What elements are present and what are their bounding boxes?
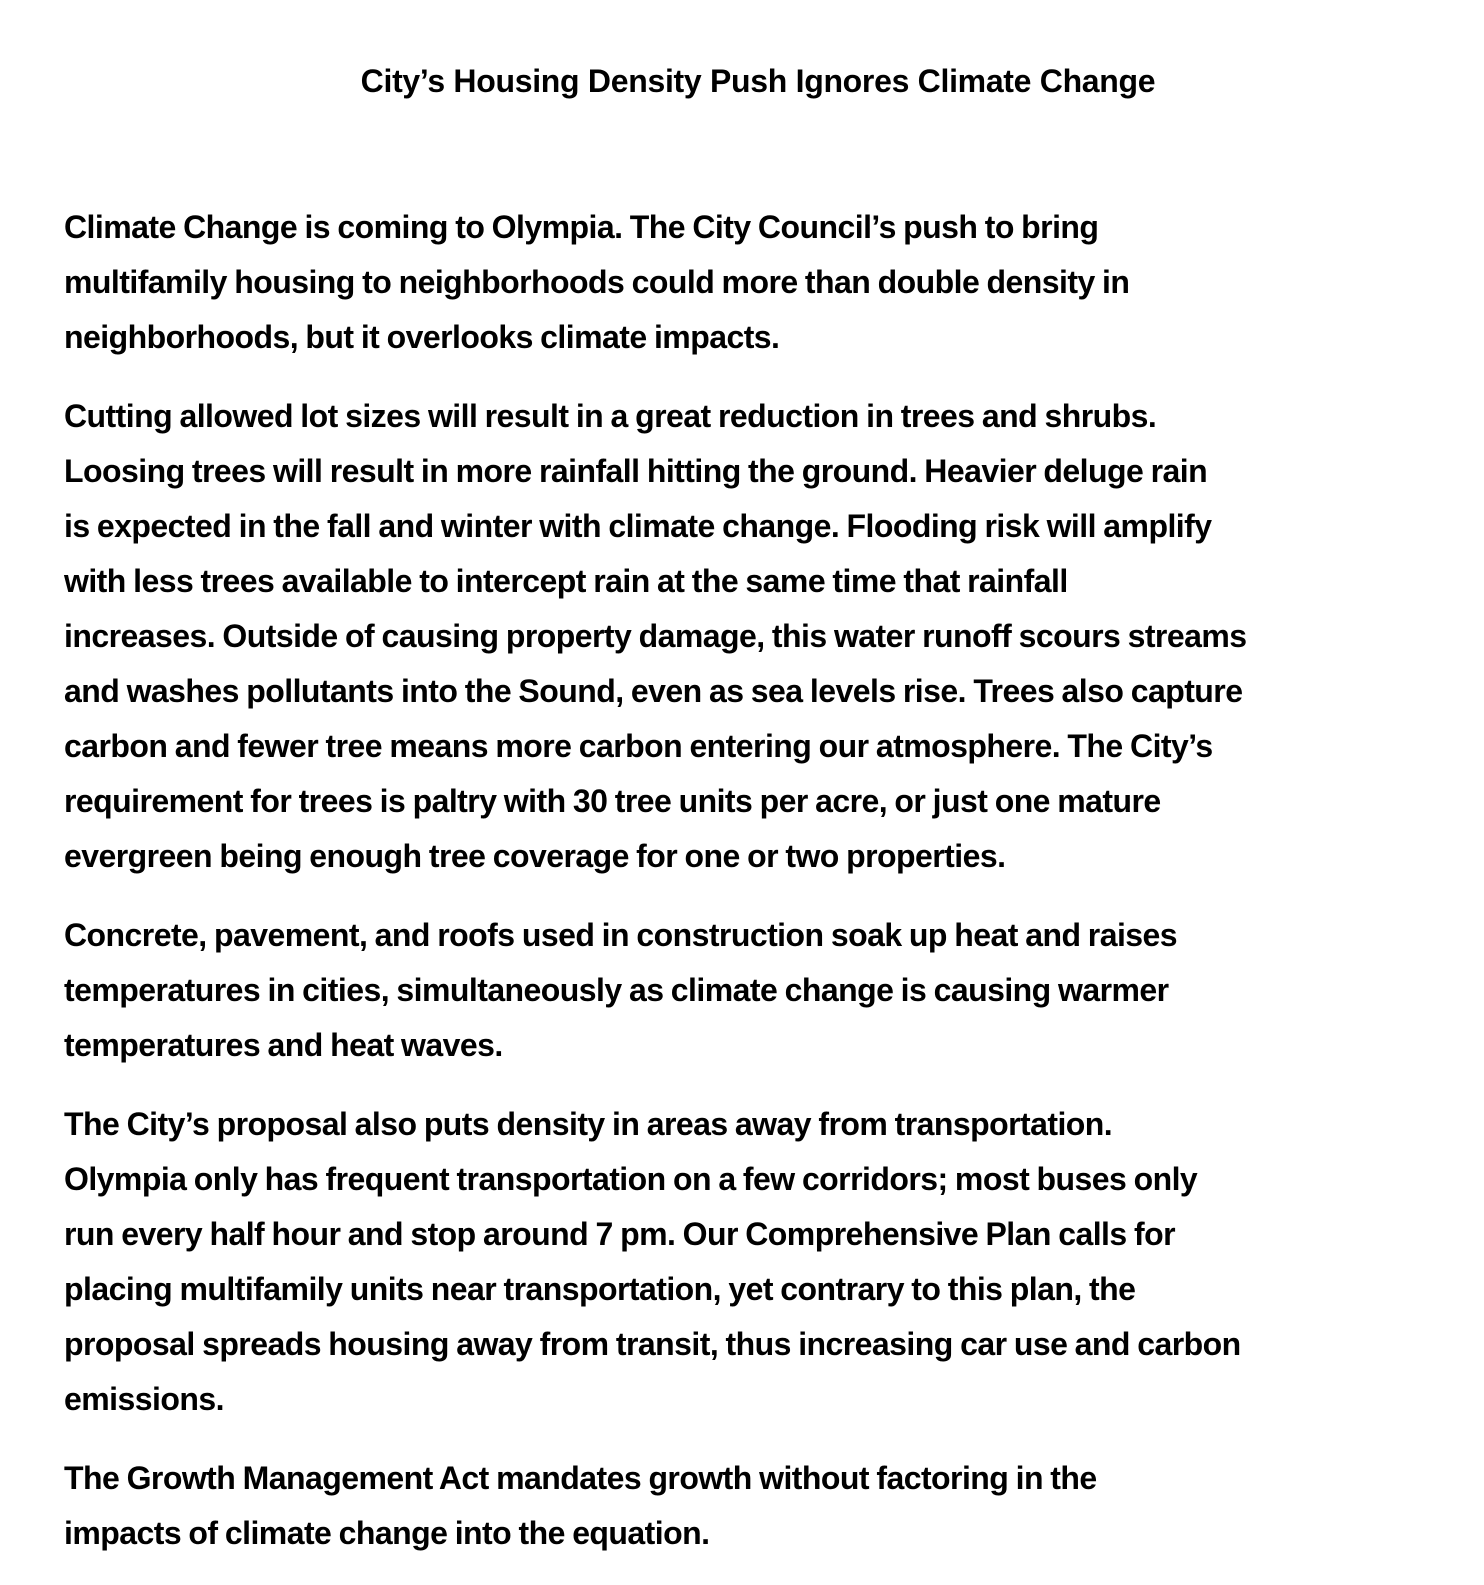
paragraph-transportation bbox=[64, 1097, 1464, 1427]
text-line: with less trees available to intercept rain at the same time that rainfall bbox=[64, 563, 1068, 599]
text-line: evergreen being enough tree coverage for one or two properties. bbox=[64, 838, 1006, 874]
text-line: requirement for trees is paltry with 30 tree units per acre, or just one mature bbox=[64, 783, 1161, 819]
text-line: proposal spreads housing away from transit, thus increasing car use and carbon bbox=[64, 1326, 1241, 1362]
text-line: emissions. bbox=[64, 1381, 224, 1417]
text-line: The City’s proposal also puts density in areas away from transportation. bbox=[64, 1106, 1113, 1142]
text-line: temperatures in cities, simultaneously as climate change is causing warmer bbox=[64, 972, 1169, 1008]
text-line: run every half hour and stop around 7 pm. Our Comprehensive Plan calls for bbox=[64, 1216, 1175, 1252]
text-line: Concrete, pavement, and roofs used in construction soak up heat and raises bbox=[64, 917, 1178, 953]
text-line: is expected in the fall and winter with climate change. Flooding risk will amplify bbox=[64, 508, 1212, 544]
text-line: neighborhoods, but it overlooks climate impacts. bbox=[64, 319, 780, 355]
text-line: increases. Outside of causing property damage, this water runoff scours streams bbox=[64, 618, 1247, 654]
text-line: and washes pollutants into the Sound, even as sea levels rise. Trees also capture bbox=[64, 673, 1243, 709]
document-body bbox=[64, 200, 1464, 1585]
text-line: impacts of climate change into the equation. bbox=[64, 1515, 710, 1551]
document-title: City’s Housing Density Push Ignores Climate Change bbox=[360, 63, 1156, 99]
paragraph-climate-coming bbox=[64, 200, 1464, 365]
text-line: Climate Change is coming to Olympia. The City Council’s push to bring bbox=[64, 209, 1099, 245]
text-line: Olympia only has frequent transportation on a few corridors; most buses only bbox=[64, 1161, 1198, 1197]
paragraph-trees bbox=[64, 389, 1464, 884]
text-line: carbon and fewer tree means more carbon entering our atmosphere. The City’s bbox=[64, 728, 1213, 764]
paragraph-growth-management bbox=[64, 1451, 1464, 1561]
text-line: multifamily housing to neighborhoods could more than double density in bbox=[64, 264, 1130, 300]
paragraph-heat bbox=[64, 908, 1464, 1073]
text-line: temperatures and heat waves. bbox=[64, 1027, 503, 1063]
text-line: placing multifamily units near transportation, yet contrary to this plan, the bbox=[64, 1271, 1136, 1307]
text-line: Loosing trees will result in more rainfall hitting the ground. Heavier deluge rain bbox=[64, 453, 1208, 489]
text-line: The Growth Management Act mandates growth without factoring in the bbox=[64, 1460, 1097, 1496]
text-line: Cutting allowed lot sizes will result in a great reduction in trees and shrubs. bbox=[64, 398, 1157, 434]
